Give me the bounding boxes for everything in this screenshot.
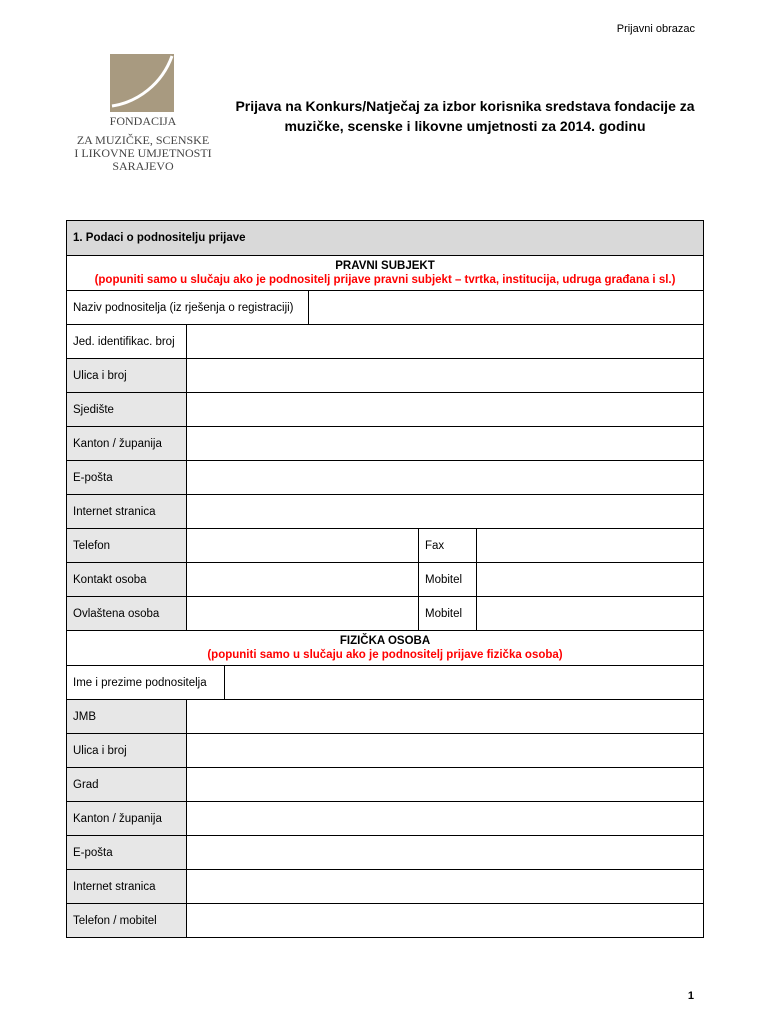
logo-emblem-icon — [110, 54, 174, 112]
grad-input[interactable] — [187, 768, 703, 801]
field-label: Ime i prezime podnositelja — [67, 666, 225, 699]
kanton-fiz-input[interactable] — [187, 802, 703, 835]
field-label: Kontakt osoba — [67, 563, 187, 596]
field-label: Sjedište — [67, 393, 187, 426]
kontakt-input[interactable] — [187, 563, 419, 596]
ulica-input[interactable] — [187, 359, 703, 392]
pravni-subjekt-heading — [67, 255, 703, 290]
foundation-logo — [72, 54, 214, 174]
page-number: 1 — [687, 990, 694, 1002]
section-header: 1. Podaci o podnositelju prijave — [73, 232, 246, 244]
form-row — [67, 869, 703, 903]
field-label: E-pošta — [67, 461, 187, 494]
form-row — [67, 324, 703, 358]
field-label: Mobitel — [419, 563, 477, 596]
email-fiz-input[interactable] — [187, 836, 703, 869]
form-row — [67, 562, 703, 596]
field-label: Kanton / županija — [67, 802, 187, 835]
fax-input[interactable] — [477, 529, 703, 562]
form-row — [67, 767, 703, 801]
kanton-input[interactable] — [187, 427, 703, 460]
ulica-fiz-input[interactable] — [187, 734, 703, 767]
form-row — [67, 290, 703, 324]
field-label: Internet stranica — [67, 870, 187, 903]
form-row — [67, 494, 703, 528]
fizicka-osoba-heading — [67, 630, 703, 665]
field-label: E-pošta — [67, 836, 187, 869]
field-label: Ovlaštena osoba — [67, 597, 187, 630]
pravni-note: (popuniti samo u slučaju ako je podnositelj prijave pravni subjekt – tvrtka, institucija, udruga građana i sl.) — [94, 274, 676, 286]
logo-line-3: I LIKOVNE UMJETNOSTI — [74, 146, 212, 160]
form-row — [67, 665, 703, 699]
mobitel-input[interactable] — [477, 563, 703, 596]
title-line-2: muzičke, scenske i likovne umjetnosti za 2014. godinu — [284, 118, 646, 134]
form-row — [67, 699, 703, 733]
form-row — [67, 460, 703, 494]
web-fiz-input[interactable] — [187, 870, 703, 903]
section-header-row — [67, 221, 703, 255]
email-input[interactable] — [187, 461, 703, 494]
form-row — [67, 596, 703, 630]
ime-input[interactable] — [225, 666, 703, 699]
field-label: Naziv podnositelja (iz rješenja o registraciji) — [67, 291, 309, 324]
sjediste-input[interactable] — [187, 393, 703, 426]
field-label: Ulica i broj — [67, 359, 187, 392]
field-label: Grad — [67, 768, 187, 801]
logo-line-2: ZA MUZIČKE, SCENSKE — [76, 133, 210, 147]
field-label: Telefon — [67, 529, 187, 562]
field-label: Fax — [419, 529, 477, 562]
field-label: Kanton / županija — [67, 427, 187, 460]
jmb-input[interactable] — [187, 700, 703, 733]
header-note: Prijavni obrazac — [616, 23, 695, 35]
document-title — [230, 96, 700, 136]
mobitel2-input[interactable] — [477, 597, 703, 630]
form-row — [67, 426, 703, 460]
form-row — [67, 801, 703, 835]
title-line-1: Prijava na Konkurs/Natječaj za izbor korisnika sredstava fondacije za — [235, 98, 695, 114]
form-row — [67, 392, 703, 426]
web-input[interactable] — [187, 495, 703, 528]
field-label: Jed. identifikac. broj — [67, 325, 187, 358]
field-label: Internet stranica — [67, 495, 187, 528]
pravni-title: PRAVNI SUBJEKT — [335, 260, 435, 272]
ovlastena-input[interactable] — [187, 597, 419, 630]
jib-input[interactable] — [187, 325, 703, 358]
naziv-input[interactable] — [309, 291, 703, 324]
logo-line-4: SARAJEVO — [112, 159, 174, 173]
application-form — [66, 220, 704, 938]
fizicka-title: FIZIČKA OSOBA — [339, 635, 431, 647]
field-label: Ulica i broj — [67, 734, 187, 767]
form-row — [67, 903, 703, 937]
form-row — [67, 835, 703, 869]
form-row — [67, 358, 703, 392]
field-label: Mobitel — [419, 597, 477, 630]
fizicka-note: (popuniti samo u slučaju ako je podnositelj prijave fizička osoba) — [207, 649, 563, 661]
form-row — [67, 733, 703, 767]
field-label: JMB — [67, 700, 187, 733]
logo-line-1: FONDACIJA — [109, 114, 177, 128]
telefon-input[interactable] — [187, 529, 419, 562]
field-label: Telefon / mobitel — [67, 904, 187, 937]
telefon-fiz-input[interactable] — [187, 904, 703, 937]
form-row — [67, 528, 703, 562]
